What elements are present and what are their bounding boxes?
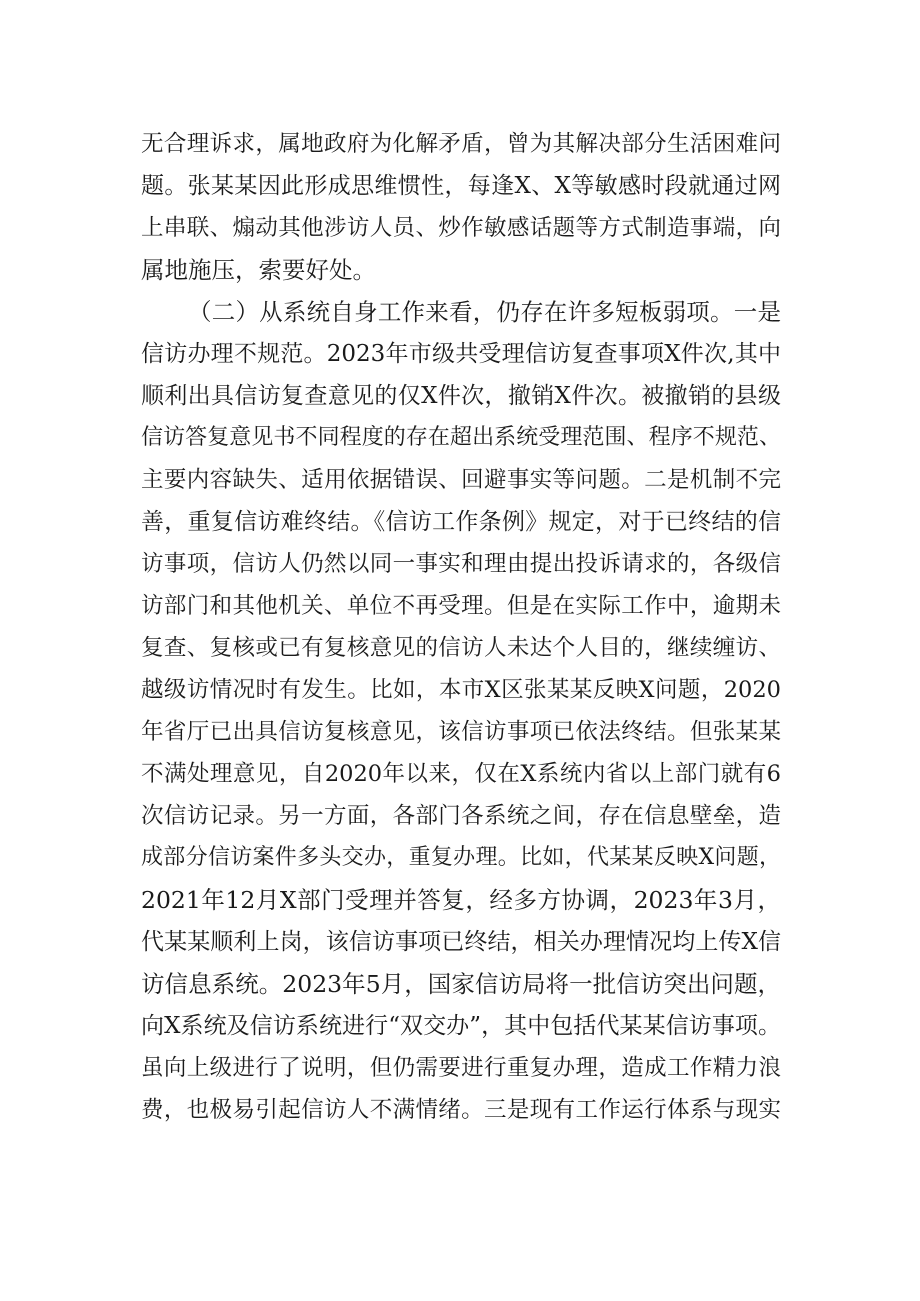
text-line: 上串联、煽动其他涉访人员、炒作敏感话题等方式制造事端，向 <box>141 215 781 241</box>
text-line: 虽向上级进行了说明，但仍需要进行重复办理，造成工作精力浪 <box>141 1055 781 1081</box>
paragraph-start-line: （二）从系统自身工作来看，仍存在许多短板弱项。一是 <box>188 298 781 326</box>
text-line: 年省厅已出具信访复核意见，该信访事项已依法终结。但张某某 <box>141 719 781 745</box>
text-line: 信访答复意见书不同程度的存在超出系统受理范围、程序不规范、 <box>141 425 781 450</box>
text-line: 费，也极易引起信访人不满情绪。三是现有工作运行体系与现实 <box>141 1097 781 1123</box>
text-line: 访部门和其他机关、单位不再受理。但是在实际工作中，逾期未 <box>141 593 781 619</box>
text-line: 复查、复核或已有复核意见的信访人未达个人目的，继续缠访、 <box>141 635 781 661</box>
text-line: 2021年12月X部门受理并答复，经多方协调，2023年3月， <box>141 886 781 914</box>
text-line: 越级访情况时有发生。比如，本市X区张某某反映X问题，2020 <box>141 677 781 703</box>
text-line: 成部分信访案件多头交办，重复办理。比如，代某某反映X问题， <box>141 845 781 870</box>
text-line: 无合理诉求，属地政府为化解矛盾，曾为其解决部分生活困难问 <box>141 131 781 157</box>
text-line: 信访办理不规范。2023年市级共受理信访复查事项X件次,其中 <box>141 341 781 367</box>
text-line: 代某某顺利上岗，该信访事项已终结，相关办理情况均上传X信 <box>141 929 781 955</box>
text-line: 不满处理意见，自2020年以来，仅在X系统内省以上部门就有6 <box>141 761 781 787</box>
text-line: 访信息系统。2023年5月，国家信访局将一批信访突出问题， <box>141 970 781 998</box>
text-line: 主要内容缺失、适用依据错误、回避事实等问题。二是机制不完 <box>141 467 781 493</box>
text-line: 向X系统及信访系统进行“双交办”，其中包括代某某信访事项。 <box>141 1013 781 1039</box>
text-line: 属地施压，索要好处。 <box>141 256 376 284</box>
text-line: 次信访记录。另一方面，各部门各系统之间，存在信息壁垒，造 <box>141 803 781 829</box>
text-line: 访事项，信访人仍然以同一事实和理由提出投诉请求的，各级信 <box>141 551 781 577</box>
text-line: 善，重复信访难终结。《信访工作条例》规定，对于已终结的信 <box>141 509 781 535</box>
text-line: 题。张某某因此形成思维惯性，每逢X、X等敏感时段就通过网 <box>141 173 781 199</box>
text-line: 顺利出具信访复查意见的仅X件次，撤销X件次。被撤销的县级 <box>141 383 781 409</box>
